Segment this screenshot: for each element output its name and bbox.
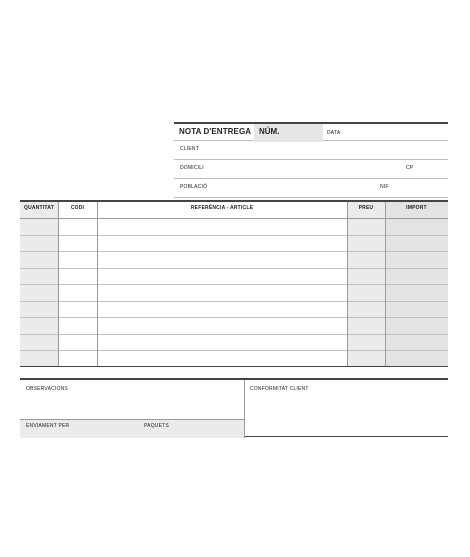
delivery-note-header <box>174 122 448 198</box>
column-divider <box>347 202 348 366</box>
column-header-price: PREU <box>358 205 374 211</box>
column-divider <box>58 202 59 366</box>
client-field[interactable] <box>174 141 448 160</box>
column-header-amount: IMPORT <box>406 205 427 211</box>
delivery-note-footer <box>20 378 448 437</box>
column-divider <box>385 202 386 366</box>
table-header-divider <box>20 218 448 219</box>
tax-id-label: NIF <box>380 184 389 190</box>
header-row-title <box>174 122 448 141</box>
column-header-code: CODI <box>70 205 85 211</box>
table-row <box>20 268 448 269</box>
delivery-note-form <box>20 0 448 557</box>
table-row <box>20 284 448 285</box>
date-label: DATA <box>327 130 341 136</box>
number-field[interactable] <box>254 124 323 142</box>
table-row <box>20 334 448 335</box>
client-label: CLIENT <box>180 146 199 152</box>
shipping-label: ENVIAMENT PER <box>26 423 70 429</box>
column-divider <box>97 202 98 366</box>
document-title: NOTA D'ENTREGA <box>179 127 252 136</box>
client-approval-label: CONFORMITAT CLIENT <box>250 386 309 392</box>
postcode-label: CP <box>406 165 414 171</box>
town-field[interactable] <box>174 179 448 198</box>
table-row <box>20 317 448 318</box>
town-label: POBLACIÓ <box>180 184 208 190</box>
address-field[interactable] <box>174 160 448 179</box>
column-header-quantity: QUANTITAT <box>24 205 54 211</box>
address-label: DOMICILI <box>180 165 204 171</box>
footer-divider <box>20 419 244 420</box>
table-row <box>20 301 448 302</box>
number-label: NÚM. <box>259 127 280 136</box>
packages-label: PAQUETS <box>144 423 169 429</box>
column-header-reference: REFERÈNCIA - ARTICLE <box>190 205 254 211</box>
table-row <box>20 350 448 351</box>
line-items-table <box>20 200 448 367</box>
table-row <box>20 251 448 252</box>
observations-label: OBSERVACIONS <box>26 386 68 392</box>
footer-column-divider <box>244 380 245 438</box>
table-row <box>20 235 448 236</box>
